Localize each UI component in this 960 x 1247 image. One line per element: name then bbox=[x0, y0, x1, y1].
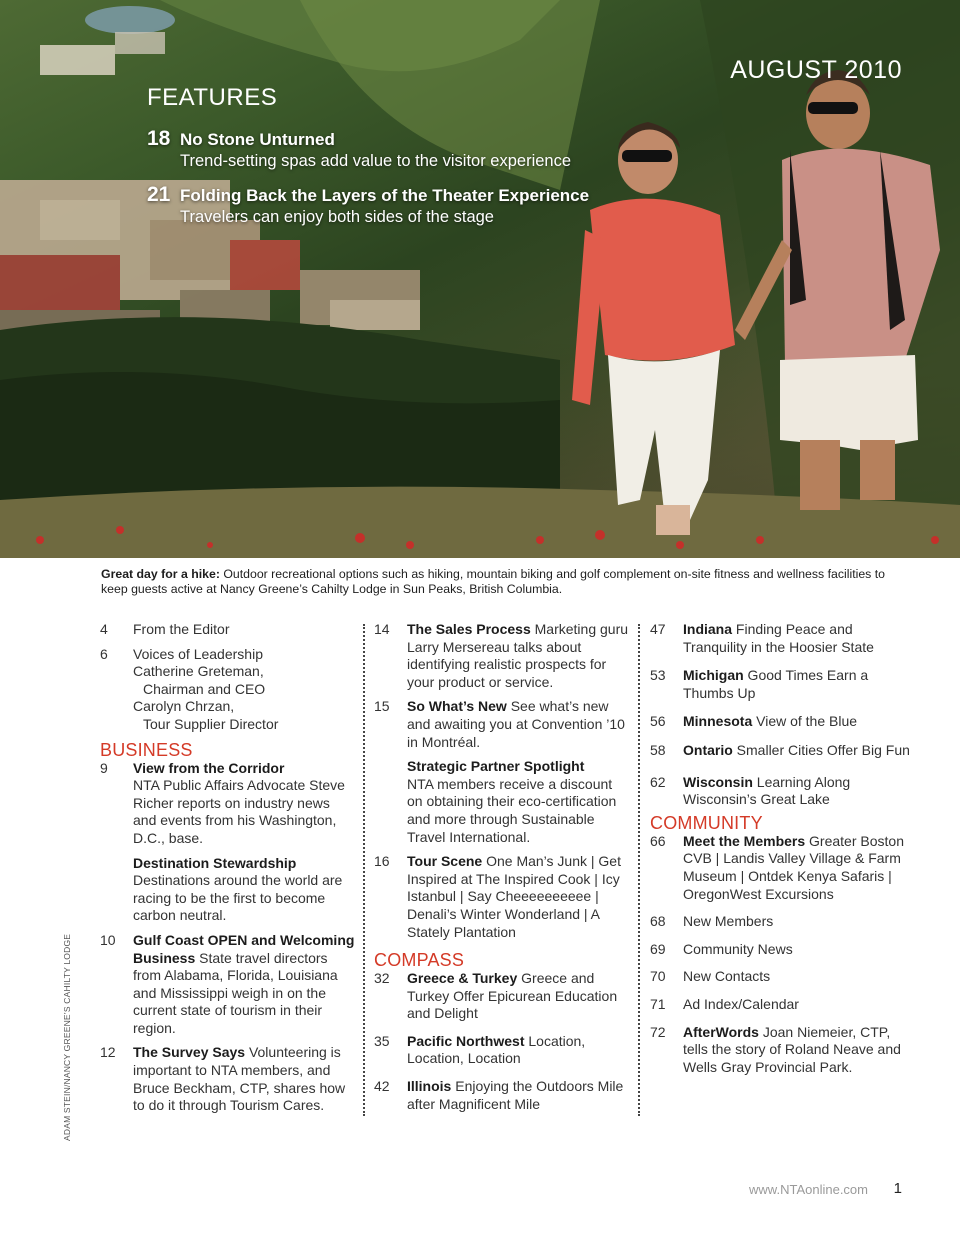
toc-entry[interactable] bbox=[100, 621, 355, 639]
toc-entry-desc: Joan Niemeier, CTP, tells the story of Roland Neave and Wells Gray Provincial Park. bbox=[683, 1023, 901, 1075]
feature-title: Folding Back the Layers of the Theater Experience bbox=[180, 186, 590, 205]
toc-entry-title: Pacific Northwest bbox=[407, 1032, 525, 1049]
toc-column-3 bbox=[650, 621, 910, 1076]
toc-entry-desc: One Man’s Junk | Get Inspired at The Inspired Cook | Icy Istanbul | Say Cheeeeeeeeee | Denali’s Winter Wonderland | A Stately Plantation bbox=[407, 853, 621, 940]
feature-page-number: 21 bbox=[147, 183, 171, 206]
toc-page-number: 68 bbox=[650, 913, 666, 930]
toc-entry-desc: See what’s new and awaiting you at Convention ’10 in Montréal. bbox=[407, 698, 625, 750]
toc-entry[interactable] bbox=[374, 970, 630, 1023]
toc-entry-title: Minnesota bbox=[683, 713, 753, 730]
toc-page-number: 71 bbox=[650, 995, 666, 1012]
toc-entry-title: From the Editor bbox=[133, 621, 230, 637]
toc-entry-title: New Contacts bbox=[683, 968, 771, 985]
toc-entry[interactable] bbox=[650, 621, 910, 656]
toc-entry-desc: Greater Boston CVB | Landis Valley Village & Farm Museum | Ontdek Kenya Safaris | OregonWest Excursions bbox=[683, 832, 904, 902]
section-heading-community: COMMUNITY bbox=[650, 812, 763, 833]
toc-entry[interactable] bbox=[100, 855, 355, 925]
toc-page-number: 72 bbox=[650, 1023, 666, 1040]
toc-entry-desc: Destinations around the world are racing to be the first to become carbon neutral. bbox=[133, 872, 343, 924]
toc-entry-title: Ontario bbox=[683, 741, 733, 758]
toc-entry-desc: NTA Public Affairs Advocate Steve Richer reports on industry news and events from his Washington, D.C., base. bbox=[133, 777, 345, 846]
page-number: 1 bbox=[893, 1180, 902, 1197]
caption-text: Outdoor recreational options such as hiking, mountain biking and golf complement on-site fitness and wellness facilities to keep guests active at Nancy Greene’s Cahilty Lodge in Sun Peaks, British Columbia. bbox=[101, 567, 885, 596]
toc-entry-title: View from the Corridor bbox=[133, 759, 285, 776]
caption-lead: Great day for a hike: bbox=[101, 567, 220, 581]
section-heading-compass: COMPASS bbox=[374, 950, 465, 971]
toc-page-number: 53 bbox=[650, 667, 666, 684]
toc-entry[interactable] bbox=[650, 713, 910, 731]
toc-page-number: 35 bbox=[374, 1032, 390, 1049]
toc-entry[interactable] bbox=[100, 760, 355, 848]
toc-entry-title: New Members bbox=[683, 913, 774, 930]
toc-entry-title: Michigan bbox=[683, 667, 744, 684]
toc-entry-title: Voices of Leadership bbox=[133, 645, 263, 662]
toc-page-number: 10 bbox=[100, 931, 116, 948]
toc-page-number: 47 bbox=[650, 621, 666, 637]
toc-page-number: 56 bbox=[650, 713, 666, 730]
toc-page-number: 58 bbox=[650, 741, 666, 758]
features-heading: FEATURES bbox=[147, 84, 278, 111]
toc-entry-line: Carolyn Chrzan, bbox=[133, 698, 235, 715]
toc-entry-desc: NTA members receive a discount on obtaining their eco-certification and more through Sustainable Travel International. bbox=[407, 775, 617, 845]
toc-entry-desc: Location, Location, Location bbox=[407, 1032, 586, 1067]
toc-page-number: 42 bbox=[374, 1078, 390, 1095]
toc-entry-desc: State travel directors from Alabama, Florida, Louisiana and Mississippi weigh in on the current state of tourism in their region. bbox=[133, 949, 338, 1036]
toc-page-number: 32 bbox=[374, 970, 390, 987]
toc-page-number: 62 bbox=[650, 773, 666, 790]
toc-entry[interactable] bbox=[100, 1044, 355, 1114]
toc-entry-title: Destination Stewardship bbox=[133, 854, 297, 871]
toc-entry[interactable] bbox=[374, 1033, 630, 1068]
toc-entry[interactable] bbox=[374, 621, 630, 691]
issue-date: AUGUST 2010 bbox=[730, 56, 902, 84]
toc-entry-line: Chairman and CEO bbox=[143, 680, 266, 697]
toc-entry-title: Meet the Members bbox=[683, 832, 806, 849]
toc-entry-desc: Greece and Turkey Offer Epicurean Education and Delight bbox=[407, 970, 618, 1022]
toc-page-number: 4 bbox=[100, 621, 108, 637]
toc-entry-title: Gulf Coast OPEN and Welcoming Business bbox=[133, 931, 355, 966]
column-divider bbox=[638, 624, 640, 1116]
toc-page-number: 70 bbox=[650, 968, 666, 985]
toc-entry-title: So What’s New bbox=[407, 698, 507, 715]
toc-entry-title: The Survey Says bbox=[133, 1044, 246, 1061]
toc-column-1 bbox=[100, 621, 355, 1115]
toc-entry[interactable] bbox=[650, 833, 910, 903]
feature-subtitle: Trend-setting spas add value to the visitor experience bbox=[180, 152, 572, 170]
toc-entry-desc: Volunteering is important to NTA members, and Bruce Beckham, CTP, shares how to do it through Tourism Cares. bbox=[133, 1044, 346, 1114]
toc-page-number: 66 bbox=[650, 832, 666, 849]
toc-entry-title: Ad Index/Calendar bbox=[683, 995, 799, 1012]
feature-subtitle: Travelers can enjoy both sides of the stage bbox=[180, 208, 494, 226]
toc-entry-title: Community News bbox=[683, 940, 793, 957]
toc-entry-desc: Finding Peace and Tranquility in the Hoosier State bbox=[683, 621, 874, 655]
toc-entry-desc: Smaller Cities Offer Big Fun bbox=[732, 741, 910, 758]
toc-entry[interactable] bbox=[100, 932, 355, 1038]
toc-entry-title: Greece & Turkey bbox=[407, 970, 518, 987]
toc-entry-desc: Enjoying the Outdoors Mile after Magnificent Mile bbox=[407, 1078, 624, 1112]
toc-entry[interactable] bbox=[650, 667, 910, 702]
toc-entry-title: Indiana bbox=[683, 621, 733, 637]
toc-entry[interactable] bbox=[374, 853, 630, 941]
cover-photo bbox=[0, 0, 960, 558]
toc-entry[interactable] bbox=[650, 774, 910, 809]
toc-entry[interactable] bbox=[650, 941, 910, 959]
toc-entry-title: Strategic Partner Spotlight bbox=[407, 758, 585, 775]
toc-entry-title: Tour Scene bbox=[407, 853, 483, 870]
section-heading-business: BUSINESS bbox=[100, 739, 193, 760]
toc-entry-line: Tour Supplier Director bbox=[143, 715, 279, 732]
toc-page-number: 69 bbox=[650, 940, 666, 957]
toc-entry[interactable] bbox=[650, 913, 910, 931]
footer-url-link[interactable]: www.NTAonline.com bbox=[749, 1182, 868, 1197]
toc-entry-title: The Sales Process bbox=[407, 621, 531, 637]
toc-entry[interactable] bbox=[374, 698, 630, 751]
toc-entry[interactable] bbox=[100, 646, 355, 734]
toc-page-number: 16 bbox=[374, 853, 390, 870]
toc-entry-title: Illinois bbox=[407, 1078, 452, 1095]
photo-caption bbox=[101, 567, 891, 597]
toc-page-number: 9 bbox=[100, 759, 108, 776]
toc-column-2 bbox=[374, 621, 630, 1113]
toc-entry-title: Wisconsin bbox=[683, 773, 753, 790]
toc-entry-desc: View of the Blue bbox=[752, 713, 858, 730]
feature-page-number: 18 bbox=[147, 127, 171, 150]
toc-page-number: 12 bbox=[100, 1044, 116, 1061]
toc-entry[interactable] bbox=[374, 1078, 630, 1113]
toc-entry-title: AfterWords bbox=[683, 1023, 759, 1040]
toc-entry-desc: Good Times Earn a Thumbs Up bbox=[683, 667, 869, 701]
toc-entry[interactable] bbox=[650, 1024, 910, 1077]
toc-entry[interactable] bbox=[374, 758, 630, 846]
toc-page-number: 15 bbox=[374, 698, 390, 715]
toc-entry[interactable] bbox=[650, 968, 910, 986]
toc-entry[interactable] bbox=[650, 742, 910, 760]
photo-credit: ADAM STEIN/NANCY GREENE’S CAHILTY LODGE bbox=[62, 933, 72, 1141]
toc-entry-line: Catherine Greteman, bbox=[133, 663, 264, 680]
toc-page-number: 14 bbox=[374, 621, 390, 637]
column-divider bbox=[363, 624, 365, 1116]
toc-entry-desc: Learning Along Wisconsin’s Great Lake bbox=[683, 773, 851, 808]
toc-entry-desc: Marketing guru Larry Mersereau talks about identifying realistic prospects for your product or service. bbox=[407, 621, 629, 690]
feature-title: No Stone Unturned bbox=[180, 130, 335, 149]
toc-page-number: 6 bbox=[100, 645, 108, 662]
toc-entry[interactable] bbox=[650, 996, 910, 1014]
